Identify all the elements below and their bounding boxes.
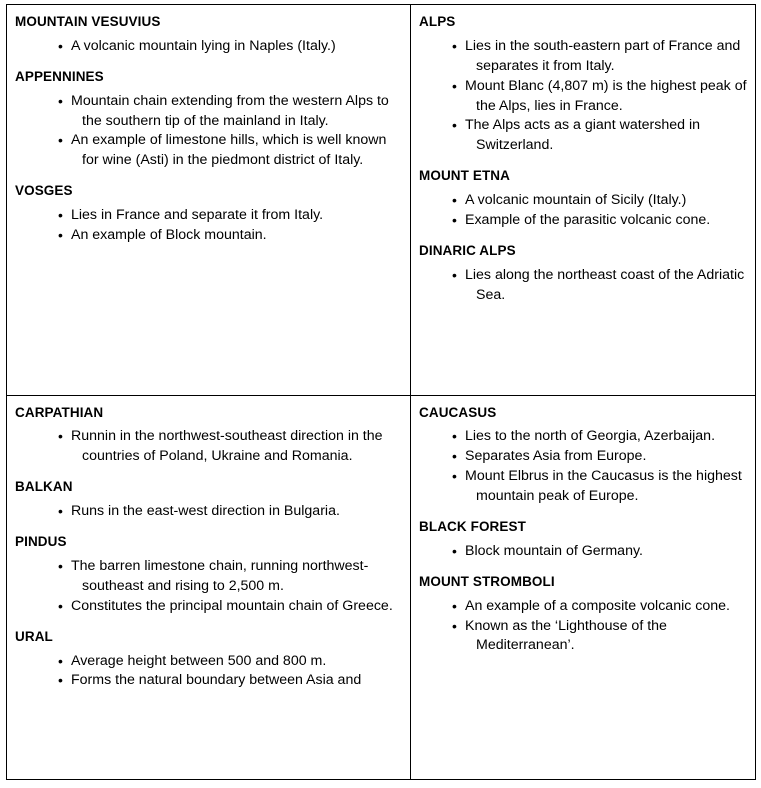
list-item: • An example of Block mountain. (15, 226, 403, 246)
list-item: • A volcanic mountain lying in Naples (Italy.) (15, 37, 403, 57)
bullet-list (15, 652, 403, 692)
section-block (419, 14, 748, 156)
list-item: • Separates Asia from Europe. (419, 447, 748, 467)
cell-content-bottom-left (7, 396, 410, 698)
bullet-list (15, 92, 403, 172)
table-row (7, 5, 756, 396)
list-item: • Mount Elbrus in the Caucasus is the highest mountain peak of Europe. (419, 467, 748, 507)
mountains-table (6, 4, 756, 780)
bullet-list (419, 597, 748, 657)
section-heading: CAUCASUS (419, 404, 497, 420)
list-item: • Block mountain of Germany. (419, 542, 748, 562)
list-item: • Example of the parasitic volcanic cone. (419, 211, 748, 231)
section-block (15, 405, 403, 468)
cell-content-bottom-right (411, 396, 755, 663)
section-block (419, 574, 748, 657)
bullet-list (419, 266, 748, 306)
section-block (15, 534, 403, 617)
section-block (15, 14, 403, 57)
bullet-list (15, 427, 403, 467)
bullet-list (419, 37, 748, 156)
section-block (419, 405, 748, 507)
bullet-list (419, 191, 748, 231)
bullet-list (15, 502, 403, 522)
list-item: • Known as the ‘Lighthouse of the Mediterranean’. (419, 617, 748, 657)
list-item: • The barren limestone chain, running northwest-southeast and rising to 2,500 m. (15, 557, 403, 597)
cell-content-top-left (7, 5, 410, 252)
table-row (7, 395, 756, 779)
table-cell-bottom-left (7, 395, 411, 779)
cell-content-top-right (411, 5, 755, 312)
list-item: • An example of a composite volcanic cone. (419, 597, 748, 617)
list-item: • Lies in France and separate it from Italy. (15, 206, 403, 226)
bullet-list (15, 557, 403, 617)
list-item: • Runs in the east-west direction in Bulgaria. (15, 502, 403, 522)
list-item: • A volcanic mountain of Sicily (Italy.) (419, 191, 748, 211)
table-cell-top-left (7, 5, 411, 396)
section-block (419, 168, 748, 231)
section-heading: MOUNT STROMBOLI (419, 573, 555, 589)
section-block (15, 183, 403, 246)
list-item: • Mount Blanc (4,807 m) is the highest peak of the Alps, lies in France. (419, 77, 748, 117)
section-heading: BALKAN (15, 479, 73, 495)
list-item: • Runnin in the northwest-southeast direction in the countries of Poland, Ukraine and Romania. (15, 427, 403, 467)
section-heading: CARPATHIAN (15, 404, 104, 420)
table-cell-bottom-right (411, 395, 756, 779)
list-item: • An example of limestone hills, which is well known for wine (Asti) in the piedmont district of Italy. (15, 131, 403, 171)
section-heading: ALPS (419, 14, 456, 29)
list-item: • Lies in the south-eastern part of France and separates it from Italy. (419, 37, 748, 77)
list-item: • Lies to the north of Georgia, Azerbaijan. (419, 427, 748, 447)
section-block (419, 243, 748, 306)
table-body (7, 5, 756, 780)
section-heading: URAL (15, 628, 53, 644)
bullet-list (419, 542, 748, 562)
list-item: • Mountain chain extending from the western Alps to the southern tip of the mainland in Italy. (15, 92, 403, 132)
list-item: • Lies along the northeast coast of the Adriatic Sea. (419, 266, 748, 306)
list-item: • Forms the natural boundary between Asia and (15, 671, 403, 691)
section-heading: VOSGES (15, 183, 73, 199)
section-heading: APPENNINES (15, 68, 104, 84)
section-block (15, 69, 403, 171)
list-item: • Average height between 500 and 800 m. (15, 652, 403, 672)
section-heading: MOUNTAIN VESUVIUS (15, 14, 161, 29)
list-item: • Constitutes the principal mountain chain of Greece. (15, 597, 403, 617)
bullet-list (15, 206, 403, 246)
section-block (419, 519, 748, 562)
bullet-list (15, 37, 403, 57)
bullet-list (419, 427, 748, 507)
section-block (15, 479, 403, 522)
section-heading: BLACK FOREST (419, 518, 526, 534)
section-heading: DINARIC ALPS (419, 242, 516, 258)
section-heading: MOUNT ETNA (419, 168, 510, 184)
list-item: • The Alps acts as a giant watershed in Switzerland. (419, 116, 748, 156)
section-block (15, 629, 403, 692)
section-heading: PINDUS (15, 534, 67, 550)
table-cell-top-right (411, 5, 756, 396)
